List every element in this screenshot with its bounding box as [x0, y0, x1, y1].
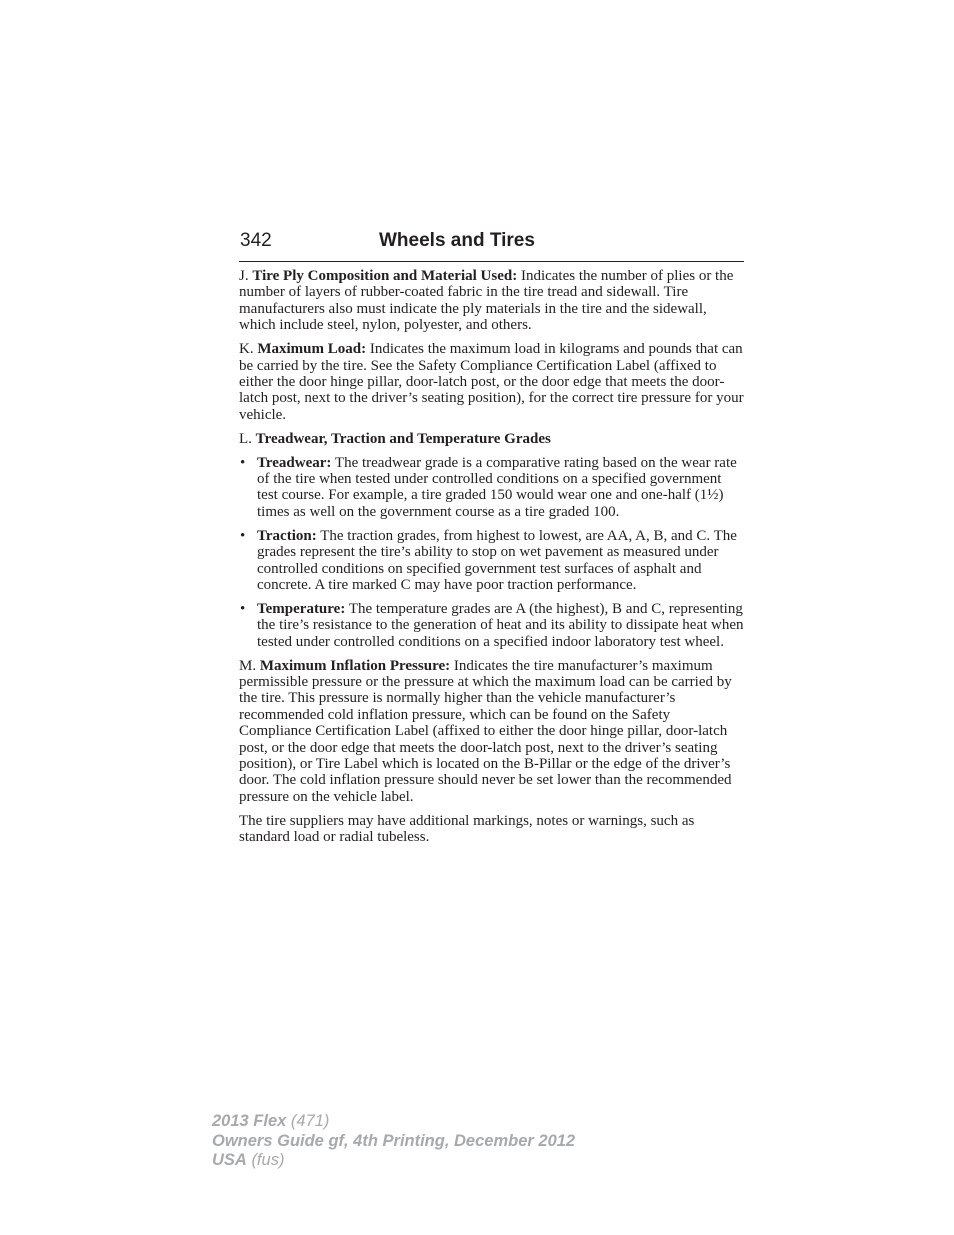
item-j-heading: Tire Ply Composition and Material Used:	[252, 268, 518, 284]
footer-line-region	[212, 1151, 575, 1171]
item-l-letter: L.	[239, 430, 252, 447]
bullet-term: Temperature:	[257, 600, 346, 617]
item-m-heading: Maximum Inflation Pressure:	[259, 657, 451, 674]
item-l-paragraph	[239, 431, 744, 447]
item-l-heading: Treadwear, Traction and Temperature Grades	[255, 430, 551, 447]
page-number: 342	[240, 230, 272, 251]
closing-paragraph: The tire suppliers may have additional markings, notes or warnings, such as standard load or radial tubeless.	[239, 812, 695, 846]
item-k-paragraph	[239, 341, 744, 423]
bullet-text: The temperature grades are A (the highest), B and C, representing the tire’s resistance to the generation of heat and its ability to dissipate heat when tested under controlled conditions on a specified indoor laboratory test wheel.	[257, 600, 744, 650]
page-body	[239, 268, 744, 853]
footer-model-code: (471)	[290, 1112, 330, 1130]
bullet-icon: •	[240, 600, 246, 617]
bullet-text: The treadwear grade is a comparative rating based on the wear rate of the tire when tested under controlled conditions on a specified government test course. For example, a tire graded 150 would wear one and one-half (1½) times as well on the government course as a tire graded 100.	[257, 454, 737, 520]
footer-line-model	[212, 1112, 575, 1132]
footer-model: 2013 Flex	[212, 1112, 287, 1130]
bullet-term: Treadwear:	[257, 454, 332, 471]
footer-region: USA	[212, 1151, 247, 1169]
item-j-paragraph	[239, 268, 744, 334]
item-k-heading: Maximum Load:	[257, 341, 367, 358]
page-header	[239, 229, 744, 262]
list-item-traction	[239, 528, 744, 594]
footer-line-printing: Owners Guide gf, 4th Printing, December 2012	[212, 1131, 576, 1150]
grades-bullet-list	[239, 455, 744, 650]
item-m-paragraph	[239, 658, 744, 806]
section-title: Wheels and Tires	[379, 230, 535, 251]
item-m-text: Indicates the tire manufacturer’s maximum permissible pressure or the pressure at which the maximum load can be carried by the tire. This pressure is normally higher than the vehicle manufacturer’s recommended cold inflation pressure, which can be found on the Safety Compliance Certification Label (affixed to either the door hinge pillar, door-latch post, or the door edge that meets the door-latch post, next to the driver’s seating position), or Tire Label which is located on the B-Pillar or the edge of the driver’s door. The cold inflation pressure should never be set lower than the recommended pressure on the vehicle label.	[239, 657, 732, 805]
item-j-text: Indicates the number of plies or the number of layers of rubber-coated fabric in the tire tread and sidewall. Tire manufacturers also must indicate the ply materials in the tire and the sidewall, which include steel, nylon, polyester, and others.	[239, 268, 734, 334]
list-item-treadwear	[239, 455, 744, 521]
item-j-letter: J.	[239, 268, 249, 284]
bullet-text: The traction grades, from highest to lowest, are AA, A, B, and C. The grades represent the tire’s ability to stop on wet pavement as measured under controlled conditions on specified government test surfaces of asphalt and concrete. A tire marked C may have poor traction performance.	[257, 527, 737, 593]
list-item-temperature	[239, 601, 744, 650]
bullet-icon: •	[240, 527, 246, 544]
page-footer	[212, 1112, 575, 1171]
item-k-text: Indicates the maximum load in kilograms and pounds that can be carried by the tire. See the Safety Compliance Certification Label (affixed to either the door hinge pillar, door-latch post, or the door edge that meets the door-latch post, next to the driver’s seating position), for the correct tire pressure for your vehicle.	[239, 341, 744, 423]
footer-region-code: (fus)	[251, 1151, 285, 1169]
item-k-letter: K.	[239, 341, 254, 358]
bullet-term: Traction:	[257, 527, 317, 544]
bullet-icon: •	[240, 454, 246, 471]
item-m-letter: M.	[239, 657, 257, 674]
